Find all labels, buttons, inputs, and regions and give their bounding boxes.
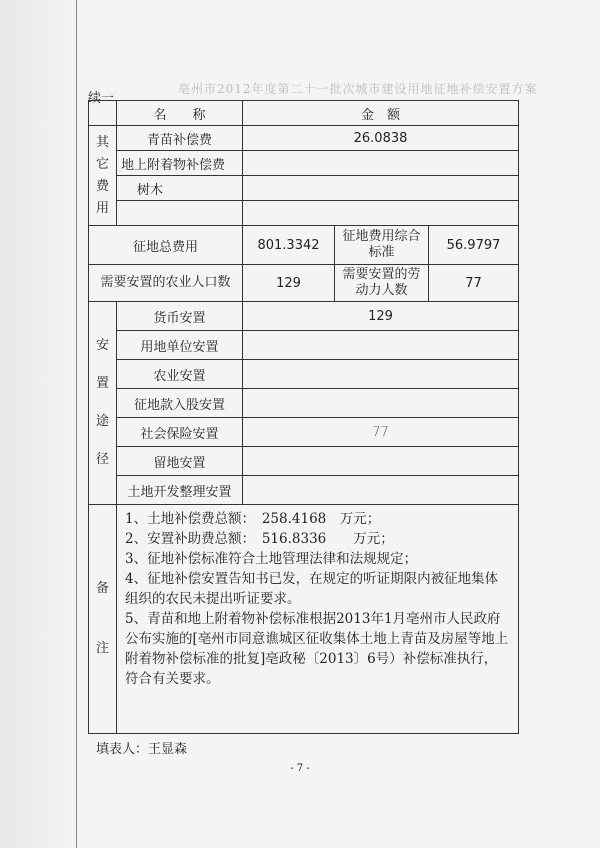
labor-label: 需要安置的劳动力人数 xyxy=(335,265,429,302)
standard-label: 征地费用综合标准 xyxy=(335,226,429,265)
other-cost-value xyxy=(243,176,519,201)
labor-value: 77 xyxy=(429,265,519,302)
standard-value: 56.9797 xyxy=(429,226,519,265)
header-amount: 金 额 xyxy=(243,101,519,126)
binding-line xyxy=(76,0,77,848)
note-item: 4、征地补偿安置告知书已发，在规定的听证期限内被征地集体组织的农民未提出听证要求。 xyxy=(125,571,499,607)
resettlement-name: 货币安置 xyxy=(117,302,243,331)
resettlement-name: 社会保险安置 xyxy=(117,418,243,447)
other-cost-value xyxy=(243,151,519,176)
resettlement-value: 129 xyxy=(243,302,519,331)
other-cost-value: 26.0838 xyxy=(243,126,519,151)
resettlement-label: 安 置 途 径 xyxy=(89,302,117,505)
other-cost-name: 地上附着物补偿费 xyxy=(117,151,243,176)
form-filler: 填表人：王显森 xyxy=(96,742,188,757)
other-cost-value xyxy=(243,201,519,226)
resettlement-name: 土地开发整理安置 xyxy=(117,476,243,505)
page-number: - 7 - xyxy=(290,763,310,774)
page-margin xyxy=(0,0,76,848)
note-item: 2、安置补助费总额： 516.8336 万元； xyxy=(125,531,394,547)
resettlement-name: 留地安置 xyxy=(117,447,243,476)
other-cost-name xyxy=(117,201,243,226)
resettlement-value xyxy=(243,331,519,360)
resettlement-value xyxy=(243,360,519,389)
compensation-table xyxy=(88,100,519,734)
resettlement-value xyxy=(243,389,519,418)
other-costs-label: 其 它 费 用 xyxy=(89,126,117,226)
population-value: 129 xyxy=(243,265,335,302)
note-item: 3、征地补偿标准符合土地管理法律和法规规定； xyxy=(125,551,418,567)
header-name: 名 称 xyxy=(117,101,243,126)
resettlement-value: 77 xyxy=(243,418,519,447)
header-blank xyxy=(89,101,117,126)
note-item: 1、土地补偿费总额： 258.4168 万元； xyxy=(125,511,381,527)
population-label: 需要安置的农业人口数 xyxy=(89,265,243,302)
notes-content xyxy=(117,505,519,734)
resettlement-value xyxy=(243,476,519,505)
resettlement-name: 用地单位安置 xyxy=(117,331,243,360)
resettlement-name: 农业安置 xyxy=(117,360,243,389)
faded-header: 亳州市2012年度第二十一批次城市建设用地征地补偿安置方案 xyxy=(178,82,538,96)
resettlement-name: 征地款入股安置 xyxy=(117,389,243,418)
note-item: 5、青苗和地上附着物补偿标准根据2013年1月亳州市人民政府公布实施的[亳州市同意谯城区征收集体土地上青苗及房屋等地上附着物补偿标准的批复]亳政秘〔2013〕6号）补偿标准执行，符合有关要求。 xyxy=(125,611,509,687)
notes-label: 备 注 xyxy=(89,505,117,734)
continuation-label: 续一 xyxy=(88,91,115,106)
total-cost-label: 征地总费用 xyxy=(89,226,243,265)
other-cost-name: 树木 xyxy=(117,176,243,201)
other-cost-name: 青苗补偿费 xyxy=(117,126,243,151)
resettlement-value xyxy=(243,447,519,476)
total-cost-value: 801.3342 xyxy=(243,226,335,265)
